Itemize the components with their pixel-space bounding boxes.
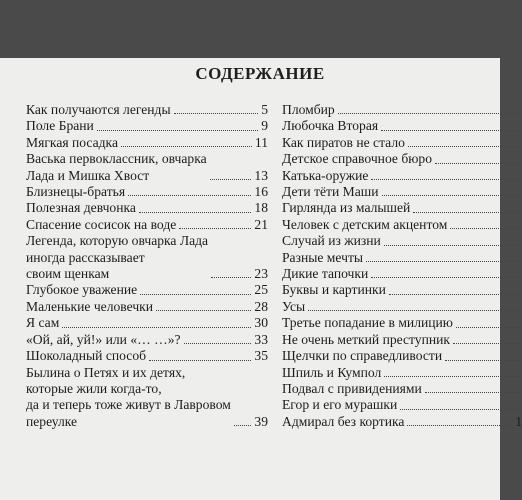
toc-leader-dots bbox=[407, 425, 512, 426]
toc-column-left bbox=[26, 102, 268, 430]
toc-entry-title: Как пиратов не стало bbox=[282, 134, 405, 150]
toc-entry-title: Глубокое уважение bbox=[26, 282, 138, 298]
toc-entry bbox=[26, 332, 268, 348]
toc-entry bbox=[26, 348, 268, 364]
toc-leader-dots bbox=[384, 245, 519, 246]
toc-leader-dots bbox=[308, 310, 519, 311]
toc-entry bbox=[282, 397, 522, 413]
toc-entry-page: 21 bbox=[254, 216, 268, 232]
toc-entry-title: Пломбир bbox=[282, 102, 335, 117]
toc-entry-title: Маленькие человечки bbox=[26, 298, 154, 314]
toc-entry bbox=[26, 365, 268, 431]
toc-leader-dots bbox=[128, 195, 251, 196]
toc-entry-title: Катька-оружие bbox=[282, 167, 369, 183]
toc-entry bbox=[26, 200, 268, 216]
toc-leader-dots bbox=[174, 113, 259, 114]
toc-entry bbox=[282, 250, 522, 266]
toc-entry bbox=[26, 151, 268, 184]
toc-leader-dots bbox=[140, 294, 251, 295]
toc-entry-title: Щелчки по справедливости bbox=[282, 348, 443, 364]
toc-entry-page: 11 bbox=[254, 134, 268, 150]
toc-entry-page: 28 bbox=[254, 298, 268, 314]
toc-entry bbox=[282, 299, 522, 315]
toc-entry-title: Шпиль и Кумпол bbox=[282, 364, 382, 380]
toc-leader-dots bbox=[338, 113, 519, 114]
toc-entry-page: 5 bbox=[261, 102, 268, 117]
toc-leader-dots bbox=[121, 146, 252, 147]
toc-leader-dots bbox=[453, 343, 519, 344]
toc-entry-title: Как получаются легенды bbox=[26, 102, 171, 117]
toc-entry bbox=[282, 151, 522, 167]
toc-entry bbox=[282, 102, 522, 118]
toc-entry-title: Третье попадание в милицию bbox=[282, 315, 453, 331]
toc-leader-dots bbox=[371, 179, 519, 180]
toc-entry-title: Подвал с привидениями bbox=[282, 380, 422, 396]
toc-leader-dots bbox=[400, 409, 519, 410]
toc-entry-title: Полезная девчонка bbox=[26, 200, 136, 216]
toc-leader-dots bbox=[381, 130, 519, 131]
toc-entry bbox=[282, 217, 522, 233]
toc-entry-title: Дикие тапочки bbox=[282, 266, 369, 282]
toc-entry-title: Усы bbox=[282, 298, 306, 314]
toc-entry-title: Егор и его мурашки bbox=[282, 397, 398, 413]
toc-entry bbox=[282, 233, 522, 249]
book-page bbox=[0, 58, 522, 500]
toc-entry-title: Гирлянда из малышей bbox=[282, 200, 411, 216]
toc-leader-dots bbox=[384, 376, 519, 377]
toc-entry-page: 9 bbox=[261, 118, 268, 134]
toc-leader-dots bbox=[389, 294, 519, 295]
toc-entry bbox=[26, 233, 268, 282]
toc-leader-dots bbox=[435, 163, 519, 164]
toc-entry bbox=[282, 365, 522, 381]
toc-entry bbox=[282, 135, 522, 151]
toc-entry-title: Спасение сосисок на воде bbox=[26, 216, 177, 232]
toc-entry bbox=[282, 348, 522, 364]
toc-entry-page: 16 bbox=[254, 184, 268, 200]
toc-entry-title: Поле Брани bbox=[26, 118, 94, 134]
toc-entry-page: 39 bbox=[254, 413, 268, 429]
toc-entry-title: Мягкая посадка bbox=[26, 134, 118, 150]
toc-entry-title: Случай из жизни bbox=[282, 233, 381, 249]
toc-entry-page: 18 bbox=[254, 200, 268, 216]
toc-entry bbox=[26, 102, 268, 118]
toc-entry bbox=[26, 184, 268, 200]
toc-leader-dots bbox=[97, 130, 258, 131]
toc-entry-title: Я сам bbox=[26, 315, 60, 331]
toc-entry bbox=[282, 381, 522, 397]
toc-entry bbox=[26, 315, 268, 331]
toc-leader-dots bbox=[234, 425, 252, 426]
toc-entry-page: 33 bbox=[254, 331, 268, 347]
toc-entry-title: Адмирал без кортика bbox=[282, 413, 405, 429]
toc-entry-title: Буквы и картинки bbox=[282, 282, 386, 298]
toc-entry bbox=[282, 184, 522, 200]
toc-leader-dots bbox=[179, 228, 251, 229]
toc-leader-dots bbox=[184, 343, 252, 344]
toc-entry bbox=[282, 118, 522, 134]
toc-column-right bbox=[282, 102, 522, 430]
toc-entry-title: Былина о Петях и их детях, которые жили когда-то, да и теперь тоже живут в Лавровом переулке bbox=[26, 364, 231, 429]
toc-leader-dots bbox=[149, 360, 251, 361]
toc-entry-page: 13 bbox=[254, 167, 268, 183]
toc-entry-title: Шоколадный способ bbox=[26, 348, 147, 364]
toc-leader-dots bbox=[210, 179, 252, 180]
toc-entry-title: «Ой, ай, уй!» или «… …»? bbox=[26, 331, 181, 347]
toc-entry-page: 25 bbox=[254, 282, 268, 298]
toc-entry-page: 23 bbox=[254, 266, 268, 282]
toc-entry bbox=[26, 135, 268, 151]
toc-leader-dots bbox=[211, 277, 251, 278]
toc-entry bbox=[26, 217, 268, 233]
toc-leader-dots bbox=[408, 146, 519, 147]
page-title: СОДЕРЖАНИЕ bbox=[195, 64, 325, 83]
toc-entry-page: 35 bbox=[254, 348, 268, 364]
toc-leader-dots bbox=[456, 327, 519, 328]
toc-entry-title: Разные мечты bbox=[282, 249, 364, 265]
toc-leader-dots bbox=[382, 195, 519, 196]
toc-entry-page: 1 bbox=[515, 413, 522, 429]
toc-leader-dots bbox=[450, 228, 519, 229]
toc-entry-page: 30 bbox=[254, 315, 268, 331]
toc-leader-dots bbox=[156, 310, 251, 311]
toc-leader-dots bbox=[62, 327, 251, 328]
toc-entry bbox=[26, 282, 268, 298]
toc-entry bbox=[282, 200, 522, 216]
toc-leader-dots bbox=[139, 212, 251, 213]
toc-entry-title: Любочка Вторая bbox=[282, 118, 379, 134]
toc-leader-dots bbox=[413, 212, 519, 213]
toc-entry-title: Васька первоклассник, овчарка Лада и Мишка Хвост bbox=[26, 151, 207, 183]
toc-entry bbox=[282, 315, 522, 331]
toc-entry bbox=[282, 414, 522, 430]
toc-entry bbox=[282, 168, 522, 184]
toc-entry bbox=[282, 266, 522, 282]
toc-entry-title: Дети тёти Маши bbox=[282, 184, 379, 200]
toc-entry bbox=[26, 118, 268, 134]
toc-entry bbox=[282, 282, 522, 298]
toc-entry-title: Не очень меткий преступник bbox=[282, 331, 451, 347]
toc-leader-dots bbox=[425, 392, 519, 393]
toc-entry-title: Близнецы-братья bbox=[26, 184, 126, 200]
toc-entry-title: Детское справочное бюро bbox=[282, 151, 433, 167]
toc-entry bbox=[26, 299, 268, 315]
toc-leader-dots bbox=[371, 277, 519, 278]
toc-leader-dots bbox=[366, 261, 519, 262]
toc-leader-dots bbox=[445, 360, 519, 361]
toc-entry-title: Человек с детским акцентом bbox=[282, 216, 448, 232]
toc-entry bbox=[282, 332, 522, 348]
toc-entry-title: Легенда, которую овчарка Лада иногда рассказывает своим щенкам bbox=[26, 233, 209, 282]
